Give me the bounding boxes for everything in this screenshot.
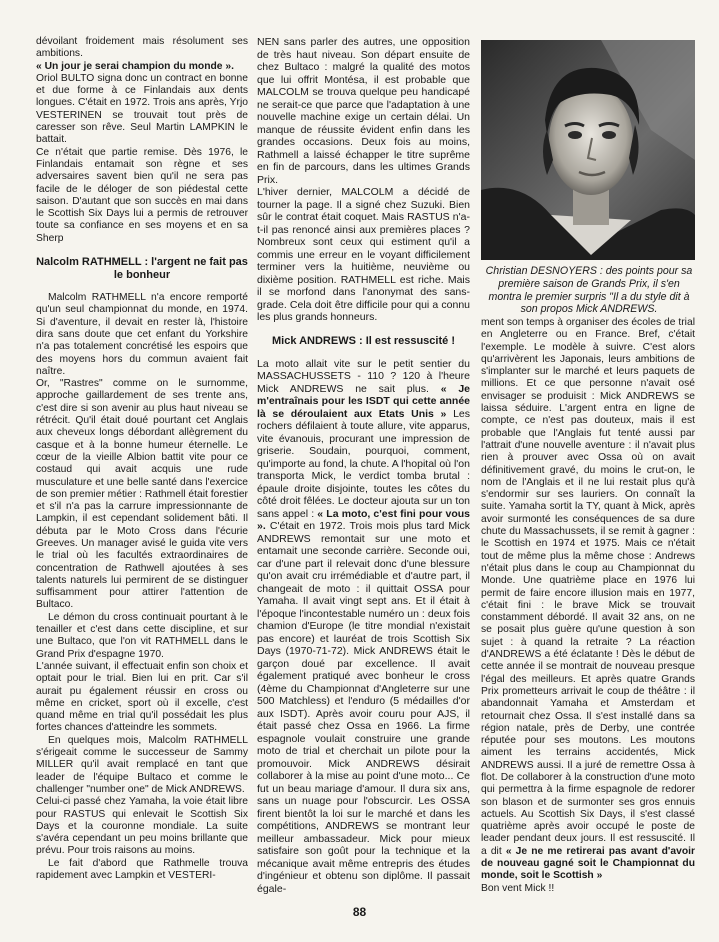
quote-text: « Un jour je serai champion du monde ». — [36, 60, 234, 72]
paragraph: Bon vent Mick !! — [481, 882, 555, 894]
paragraph: Oriol BULTO signa donc un contract en bonne et due forme à ce Finlandais aux dents longues. C'était en 1972. Trois ans après, Yrjo VESTERINEN se trouvait tout près de caresser son rêve. Seul Martin LAMPKIN le battait. — [36, 72, 248, 146]
photo-caption: Christian DESNOYERS : des points pour sa première saison de Grands Prix, il s'en montra le premier surpris "Il a du style dit à son propos Mick ANDREWS. — [485, 265, 693, 316]
section-heading: Mick ANDREWS : Il est ressuscité ! — [272, 334, 455, 347]
quote-text: « La moto, c'est fini pour vous ». — [257, 507, 471, 532]
paragraph: Or, "Rastres" comme on le surnomme, approche gaillardement de ses trente ans, c'est dire si son avenir au plus haut niveau se rétrécit. Qu'il était doué pourtant cet Anglais aux cheveux longs débordant allègrement du casque et à la bonne humeur éternelle. Le cœur de la vieille Albion battit vite pour ce costaud qui avait acquis une rude musculature et une belle santé dans l'exercice de son premier métier : Rathmell était forestier et s'il n'a pas la carrure impressionnante de Lampkin, il est cependant solidement bâti. Il débuta par le Moto Cross dans l'écurie Greeves. Un manager avisé le guida vite vers le trial où les facultés extraordinaires de concentration de Rathwell ajoutées à ses talents naturels lui permirent de se distinguer suffisamment pour attirer l'attention de Bultaco. — [36, 378, 248, 611]
section-heading: Nalcolm RATHMELL : l'argent ne fait pas le bonheur — [36, 256, 248, 282]
paragraph: dévoilant froidement mais résolument ses ambitions. — [36, 36, 248, 60]
page-number: 88 — [352, 905, 367, 919]
paragraph: Celui-ci passé chez Yamaha, la voie était libre pour RASTUS qui enlevait le Scottish Six Days et la couronne mondiale. La suite s'avéra cependant un peu moins brillante que prévu. Pour trois raisons au moins. — [36, 796, 248, 857]
paragraph: Ce n'était que partie remise. Dès 1976, le Finlandais entamait son règne et ses adversaires savent bien qu'il ne sera pas facile de le déloger de son piédestal cette saison. D'autant que son succès en mai dans le Scottish Six Days lui a permis de retrouver toute sa confiance en ses moyens et en sa Sherp — [36, 146, 248, 244]
quote-text: « Je ne me retirerai pas avant d'avoir de nouveau gagné soit le Championnat du monde, soit le Scottish » — [481, 845, 695, 882]
quote-text: « Je m'entraînais pour les ISDT qui cette année là se déroulaient aux Etats Unis » — [257, 382, 471, 420]
paragraph: Malcolm RATHMELL n'a encore remporté qu'un seul championnat du monde, en 1974. Si d'aventure, il devait en rester là, l'histoire dira sans doute que cet enfant du Yorkshire n'a pas totalement concrétisé les espoirs que des moyens hors du commun avaient fait naître. — [36, 292, 248, 377]
portrait-image — [481, 40, 695, 260]
paragraph: L'année suivant, il effectuait enfin son choix et optait pour le trial. Bien lui en prit. Car s'il aurait pu également réussir en cross ou même en cricket, sport où il excelle, c'est quand même en trial qu'il possédait les plus fortes chances d'atteindre les sommets. — [36, 660, 248, 734]
paragraph: Le fait d'abord que Rathmelle trouva rapidement avec Lampkin et VESTERI- — [36, 857, 248, 881]
paragraph — [257, 358, 470, 896]
paragraph: Le démon du cross continuait pourtant à le tenailler et c'est dans cette discipline, et sur une Bultaco, que l'on vit RATHMELL dans le Grand Prix d'espagne 1970. — [36, 611, 248, 660]
article-column-3 — [481, 317, 695, 895]
text-run: La moto allait vite sur le petit sentier du MASSACHUSSETS - 110 ? 120 à l'heure Mick ANDREWS ne sait plus. — [257, 357, 470, 395]
paragraph: L'hiver dernier, MALCOLM a décidé de tourner la page. Il a signé chez Suzuki. Bien sûr le contrat était coquet. Mais RASTUS n'a-t-il pas renoncé ainsi aux premières places ? Nombreux sont ceux qui estiment qu'il a commis une erreur en le voyant difficilement terminer vers la huitième, neuvième ou dixième position. RATHMELL est riche. Mais il se morfond dans l'anonymat des sans-grade. Cela doit être difficile pour qui a connu les plus grands honneurs. — [257, 186, 470, 323]
paragraph: NEN sans parler des autres, une opposition de très haut niveau. Son départ ensuite de chez Bultaco : malgré la qualité des motos que lui offrit Montésa, il est probable que MALCOLM se trouva quelque peu handicapé ne serait-ce que parce que l'adaptation à une nouvelle machine exige un certain délai. Un manque de réussite évident enfin dans les grandes occasions. Deux fois au moins, Rathmell a laissé échapper le titre suprême en fin de parcours, dans les ultimes Grands Prix. — [257, 36, 470, 186]
paragraph: En quelques mois, Malcolm RATHMELL s'érigeait comme le successeur de Sammy MILLER qu'il avait remplacé en tant que leader de l'équipe Bultaco et comme le challenger "number one" de Mick ANDREWS. — [36, 734, 248, 795]
article-column-2 — [257, 36, 470, 895]
portrait-photo — [481, 40, 695, 260]
text-run: ment son temps à organiser des écoles de trial en Angleterre ou en France. Bref, c'était l'exemple. Le modèle à suivre. C'est alors qu'arrivèrent les Japonais, leurs ambitions de s'implanter sur le marché et leurs paquets de millions. Et ce que personne n'avait osé envisager se produisit : Mick ANDREWS se laissa séduire. L'argent entra en ligne de compte, ce n'est pas douteux, mais il est probable que l'Anglais fut tenté aussi par l'attrait d'une nouvelle aventure : il n'avait plus rien à prouver avec Ossa où on avait définitivement gravé, du moins le crut-on, le nom de l'Anglais et il ne lui restait plus qu'à s'endormir sur ses lauriers. On connaît la suite. Yamaha sortit la TY, quant à Mick, après avoir surmonté les conséquences de sa dure chute du Massachussets, il se remit à gagner : le Scottish en 1974 et 1975. Mais ce n'était tout de même plus la même chose : Andrews n'était plus dans le coup au Championnat du Monde. Une quatrième place en 1976 lui permit de faire encore illusion mais en 1977, c'était fini : le brave Mick se trouvait constamment débordé. Il avait 32 ans, on ne se posait plus guère qu'une question à son sujet : à quand la retraite ? La réaction d'ANDREWS a été éclatante ! Dès le début de cette année il se montrait de nouveau presque l'égal des meilleurs. Et après quatre Grands Prix prometteurs arrivait le coup de théâtre : il abandonnait Yamaha et Amsterdam et retournait chez Ossa. Il s'est installé dans sa région natale, près de Derby, une contrée réputée pour ses moutons. Les moutons aiment les terrains accidentés, Mick ANDREWS aussi. Il a juré de remettre Ossa à flot. De collaborer à la construction d'une moto qui permettra à la firme espagnole de redorer son blason et de surmonter ses gros ennuis actuels. Au Scottish Six Days, il s'est classé quatrième après avoir occupé le poste de leader pendant deux jours. Il est ressuscité. Il a dit — [481, 317, 695, 857]
article-column-1 — [36, 36, 248, 882]
quote — [36, 61, 248, 73]
text-run: Les rochers défilaient à toute allure, vite apparus, vite évanouis, procurant une impression de griserie. Soudain, pourquoi, comment, qu'importe au fond, la chute. A l'hopital où l'on transporta Mick, le verdict tomba brutal : épaule droite disjointe, toutes les côtes du côté droit fêlées. Le docteur ajouta sur un ton sans appel : — [257, 407, 470, 520]
paragraph — [481, 317, 695, 883]
text-run: C'était en 1972. Trois mois plus tard Mick ANDREWS remontait sur une moto et entamait une seconde carrière. Seconde oui, car d'une part il relevait donc d'une blessure qu'on avait cru irrémédiable et d'autre part, il changeait de moto : il quittait OSSA pour Yamaha. Il avait vingt sept ans. Et il était à l'époque l'incontestable numéro un : deux fois chamion d'Europe (le titre mondial n'existait pas encore) et lauréat de trois Scottish Six Days (1970-71-72). Mick ANDREWS était le garçon doué par excellence. Il avait également pratiqué avec bonheur le cross (4ème du Championnat d'Angleterre sur une 500 Matchless) et l'enduro (5 médailles d'or aux ISDT). Après avoir couru pour AJS, il était passé chez Ossa en 1966. La firme espagnole voulait construire une grande moto de trial et cherchait un pilote pour la promouvoir. Mick ANDREWS désirait collaborer à la mise au point d'une moto... Ce fut un beau mariage d'amour. Il dura six ans, sans un nuage pour l'obscurcir. Les OSSA firent bientôt la loi sur le marché et dans les compétitions, ANDREWS se montrant leur meilleur ambassadeur. Mick pour mieux satisfaire son goût pour la technique et la mécanique avait même entrepris des études d'ingénieur et obtenu son diplôme. Il passait égale- — [257, 520, 470, 895]
